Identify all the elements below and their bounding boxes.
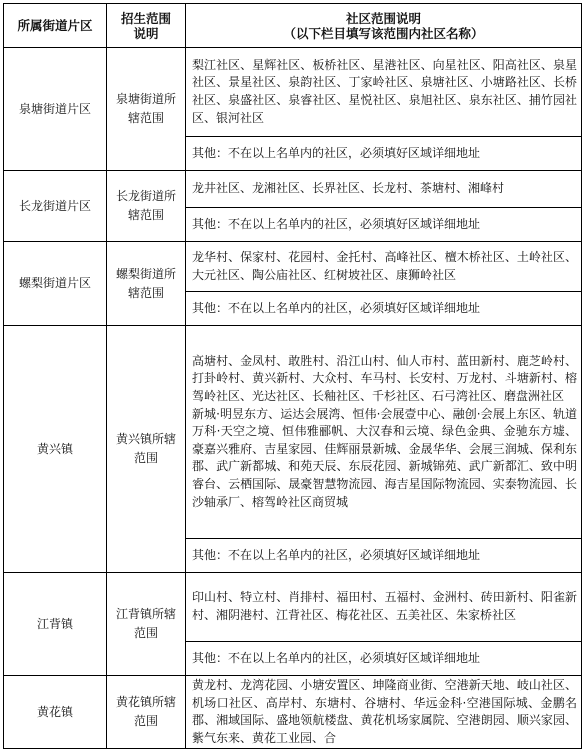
community-list-cell: 龙井社区、龙湘社区、长界社区、长龙村、茶塘村、湘峰村	[186, 171, 582, 208]
header-community	[186, 4, 582, 48]
other-note-cell: 其他：不在以上名单内的社区，必须填好区域详细地址	[186, 642, 582, 676]
community-list-cell: 印山村、特立村、肖排村、福田村、五福村、金洲村、砖田新村、阳雀新村、湘阴港村、江背社区、梅花社区、五美社区、朱家桥社区	[186, 573, 582, 642]
scope-cell: 江背镇所辖范围	[107, 573, 186, 676]
header-community-title: 社区范围说明	[345, 10, 421, 26]
enrollment-scope-table	[3, 3, 582, 749]
district-cell: 黄花镇	[4, 676, 107, 749]
community-list-cell: 龙华村、保家村、花园村、金托村、高峰社区、檀木桥社区、土岭社区、大元社区、陶公庙社区、红树坡社区、康狮岭社区	[186, 242, 582, 292]
table-row	[4, 573, 582, 642]
community-list-cell: 梨江社区、星辉社区、板桥社区、星港社区、向星社区、阳高社区、泉星社区、景星社区、泉韵社区、丁家岭社区、泉塘社区、小塘路社区、长桥社区、泉盛社区、泉睿社区、星悦社区、泉旭社区、泉东社区、捕竹园社区、银河社区	[186, 48, 582, 137]
table-row	[4, 171, 582, 208]
district-cell: 黄兴镇	[4, 326, 107, 573]
community-list-villages: 高塘村、金凤村、敢胜村、沿江山村、仙人市村、蓝田新村、鹿芝岭村、打卦岭村、黄兴新村、大众村、车马村、长安村、万龙村、斗塘新村、榕驾岭社区、光达社区、长釉社区、千杉社区、石弓湾社区、磨盘洲社区	[192, 353, 577, 404]
table-header-row	[4, 4, 582, 48]
other-note-cell: 其他：不在以上名单内的社区，必须填好区域详细地址	[186, 208, 582, 242]
scope-cell: 黄花镇所辖范围	[107, 676, 186, 749]
community-list-cell: 黄龙村、龙湾花园、小塘安置区、坤隆商业街、空港新天地、岐山社区、机场口社区、高岸村、东塘村、谷塘村、华远金科·空港国际城、金鹏名郡、湘域国际、盛地领航楼盘、黄花机场家属院、空港朗园、顺兴家园、紫气东来、黄花工业园、合	[186, 676, 582, 749]
table-row	[4, 48, 582, 137]
table-row	[4, 676, 582, 749]
scope-cell: 螺梨街道所辖范围	[107, 242, 186, 326]
district-cell: 长龙街道片区	[4, 171, 107, 242]
other-note-cell: 其他：不在以上名单内的社区，必须填好区域详细地址	[186, 137, 582, 171]
table-row	[4, 326, 582, 539]
scope-cell: 泉塘街道所辖范围	[107, 48, 186, 171]
table-row	[4, 242, 582, 292]
community-list-cell	[186, 326, 582, 539]
district-cell: 江背镇	[4, 573, 107, 676]
scope-cell: 长龙街道所辖范围	[107, 171, 186, 242]
scope-cell: 黄兴镇所辖范围	[107, 326, 186, 573]
other-note-cell: 其他：不在以上名单内的社区，必须填好区域详细地址	[186, 539, 582, 573]
district-cell: 螺梨街道片区	[4, 242, 107, 326]
other-note-cell: 其他：不在以上名单内的社区，必须填好区域详细地址	[186, 292, 582, 326]
header-scope: 招生范围说明	[107, 4, 186, 48]
header-district: 所属街道片区	[4, 4, 107, 48]
community-list-estates: 新城·明昱东方、运达会展湾、恒伟·会展壹中心、融创·会展上东区、轨道万科·天空之境、恒伟雅郦帆、大汉春和云境、绿色金典、金驰东方墟、豪嘉兴雅府、吉星家园、佳辉丽景新城、金晟华华、会展三润城、保利东郡、武广新都城、和苑天辰、东辰花园、新城锦苑、武广新都汇、致中明睿台、云栖国际、晟豪智慧物流园、海吉星国际物流园、实泰物流园、长沙轴承厂、榕驾岭社区商贸城	[192, 406, 577, 509]
district-cell: 泉塘街道片区	[4, 48, 107, 171]
header-community-note: （以下栏目填写该范围内社区名称）	[283, 25, 484, 41]
